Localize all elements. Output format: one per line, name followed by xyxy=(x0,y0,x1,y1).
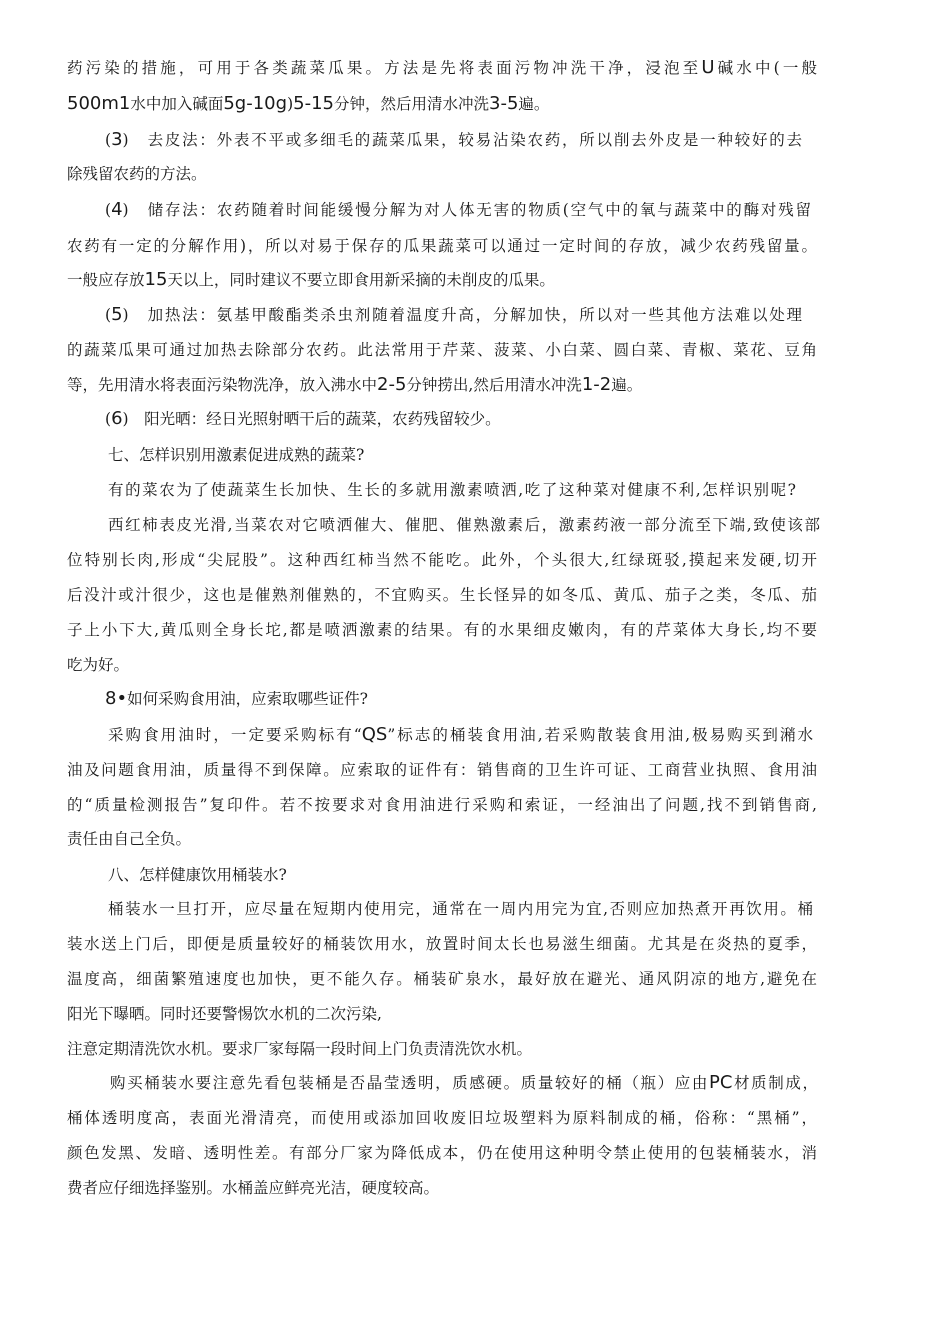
text-line: 采购食用油时，一定要采购标有“QS”标志的桶装食用油,若采购散装食用油,极易购买到潲水 xyxy=(108,724,813,745)
text-line: (6) 阳光晒：经日光照射晒干后的蔬菜，农药残留较少。 xyxy=(105,408,501,429)
text-line: 后没汁或汁很少，这也是催熟剂催熟的，不宜购买。生长怪异的如冬瓜、黄瓜、茄子之类，冬瓜、茄 xyxy=(67,586,817,604)
text-line: 等，先用清水将表面污染物洗净，放入沸水中2-5分钟捞出,然后用清水冲洗1-2遍。 xyxy=(67,374,643,395)
text-line: 位特别长肉,形成“尖屁股”。这种西红柿当然不能吃。此外，个头很大,红绿斑驳,摸起来发硬,切开 xyxy=(67,551,817,569)
text-line: 农药有一定的分解作用)，所以对易于保存的瓜果蔬菜可以通过一定时间的存放，减少农药残留量。 xyxy=(67,237,817,255)
text-line: 购买桶装水要注意先看包装桶是否晶莹透明，质感硬。质量较好的桶（瓶）应由PC材质制成， xyxy=(110,1072,818,1093)
section-heading: 七、怎样识别用激素促进成熟的蔬菜? xyxy=(108,446,365,464)
text-line: 吃为好。 xyxy=(67,656,130,674)
text-line: 的蔬菜瓜果可通过加热去除部分农药。此法常用于芹菜、菠菜、小白菜、圆白菜、青椒、菜花、豆角 xyxy=(67,341,817,359)
section-heading: 8•如何采购食用油，应索取哪些证件? xyxy=(105,688,368,709)
text-line: 一般应存放15天以上，同时建议不要立即食用新采摘的未削皮的瓜果。 xyxy=(67,269,555,290)
text-line: 的“质量检测报告”复印件。若不按要求对食用油进行采购和索证，一经油出了问题,找不到销售商, xyxy=(67,796,817,814)
text-line: 桶体透明度高，表面光滑清亮，而使用或添加回收废旧垃圾塑料为原料制成的桶，俗称：“黑桶”， xyxy=(67,1109,817,1127)
text-line: 除残留农药的方法。 xyxy=(67,165,207,183)
text-line: 装水送上门后，即便是质量较好的桶装饮用水，放置时间太长也易滋生细菌。尤其是在炎热的夏季， xyxy=(67,935,817,953)
text-line: 药污染的措施，可用于各类蔬菜瓜果。方法是先将表面污物冲洗干净，浸泡至U碱水中(一般 xyxy=(67,57,817,78)
text-line: 颜色发黑、发暗、透明性差。有部分厂家为降低成本，仍在使用这种明令禁止使用的包装桶装水，消 xyxy=(67,1144,817,1162)
text-line: 注意定期清洗饮水机。要求厂家每隔一段时间上门负责清洗饮水机。 xyxy=(67,1040,533,1058)
text-line: (5) 加热法：氨基甲酸酯类杀虫剂随着温度升高，分解加快，所以对一些其他方法难以处理 xyxy=(105,304,802,325)
text-line: 阳光下曝晒。同时还要警惕饮水机的二次污染, xyxy=(67,1005,382,1023)
section-heading: 八、怎样健康饮用桶装水? xyxy=(108,866,287,884)
text-line: 500m1水中加入碱面5g-10g)5-15分钟，然后用清水冲洗3-5遍。 xyxy=(67,93,550,114)
text-line: 费者应仔细选择鉴别。水桶盖应鲜亮光洁，硬度较高。 xyxy=(67,1179,440,1197)
text-line: 有的菜农为了使蔬菜生长加快、生长的多就用激素喷洒,吃了这种菜对健康不利,怎样识别呢? xyxy=(108,481,796,499)
text-line: 温度高，细菌繁殖速度也加快，更不能久存。桶装矿泉水，最好放在避光、通风阴凉的地方,避免在 xyxy=(67,970,817,988)
text-line: 桶装水一旦打开，应尽量在短期内使用完，通常在一周内用完为宜,否则应加热煮开再饮用。桶 xyxy=(108,900,813,918)
text-line: 油及问题食用油，质量得不到保障。应索取的证件有：销售商的卫生许可证、工商营业执照、食用油 xyxy=(67,761,817,779)
text-line: (3) 去皮法：外表不平或多细毛的蔬菜瓜果，较易沾染农药，所以削去外皮是一种较好的去 xyxy=(105,129,802,150)
text-line: 子上小下大,黄瓜则全身长坨,都是喷洒激素的结果。有的水果细皮嫩肉，有的芹菜体大身长,均不要 xyxy=(67,621,817,639)
text-line: (4) 储存法：农药随着时间能缓慢分解为对人体无害的物质(空气中的氧与蔬菜中的酶对残留 xyxy=(105,199,811,220)
text-line: 责任由自己全负。 xyxy=(67,830,192,848)
text-line: 西红柿表皮光滑,当菜农对它喷洒催大、催肥、催熟激素后，激素药液一部分流至下端,致使该部 xyxy=(108,516,820,534)
